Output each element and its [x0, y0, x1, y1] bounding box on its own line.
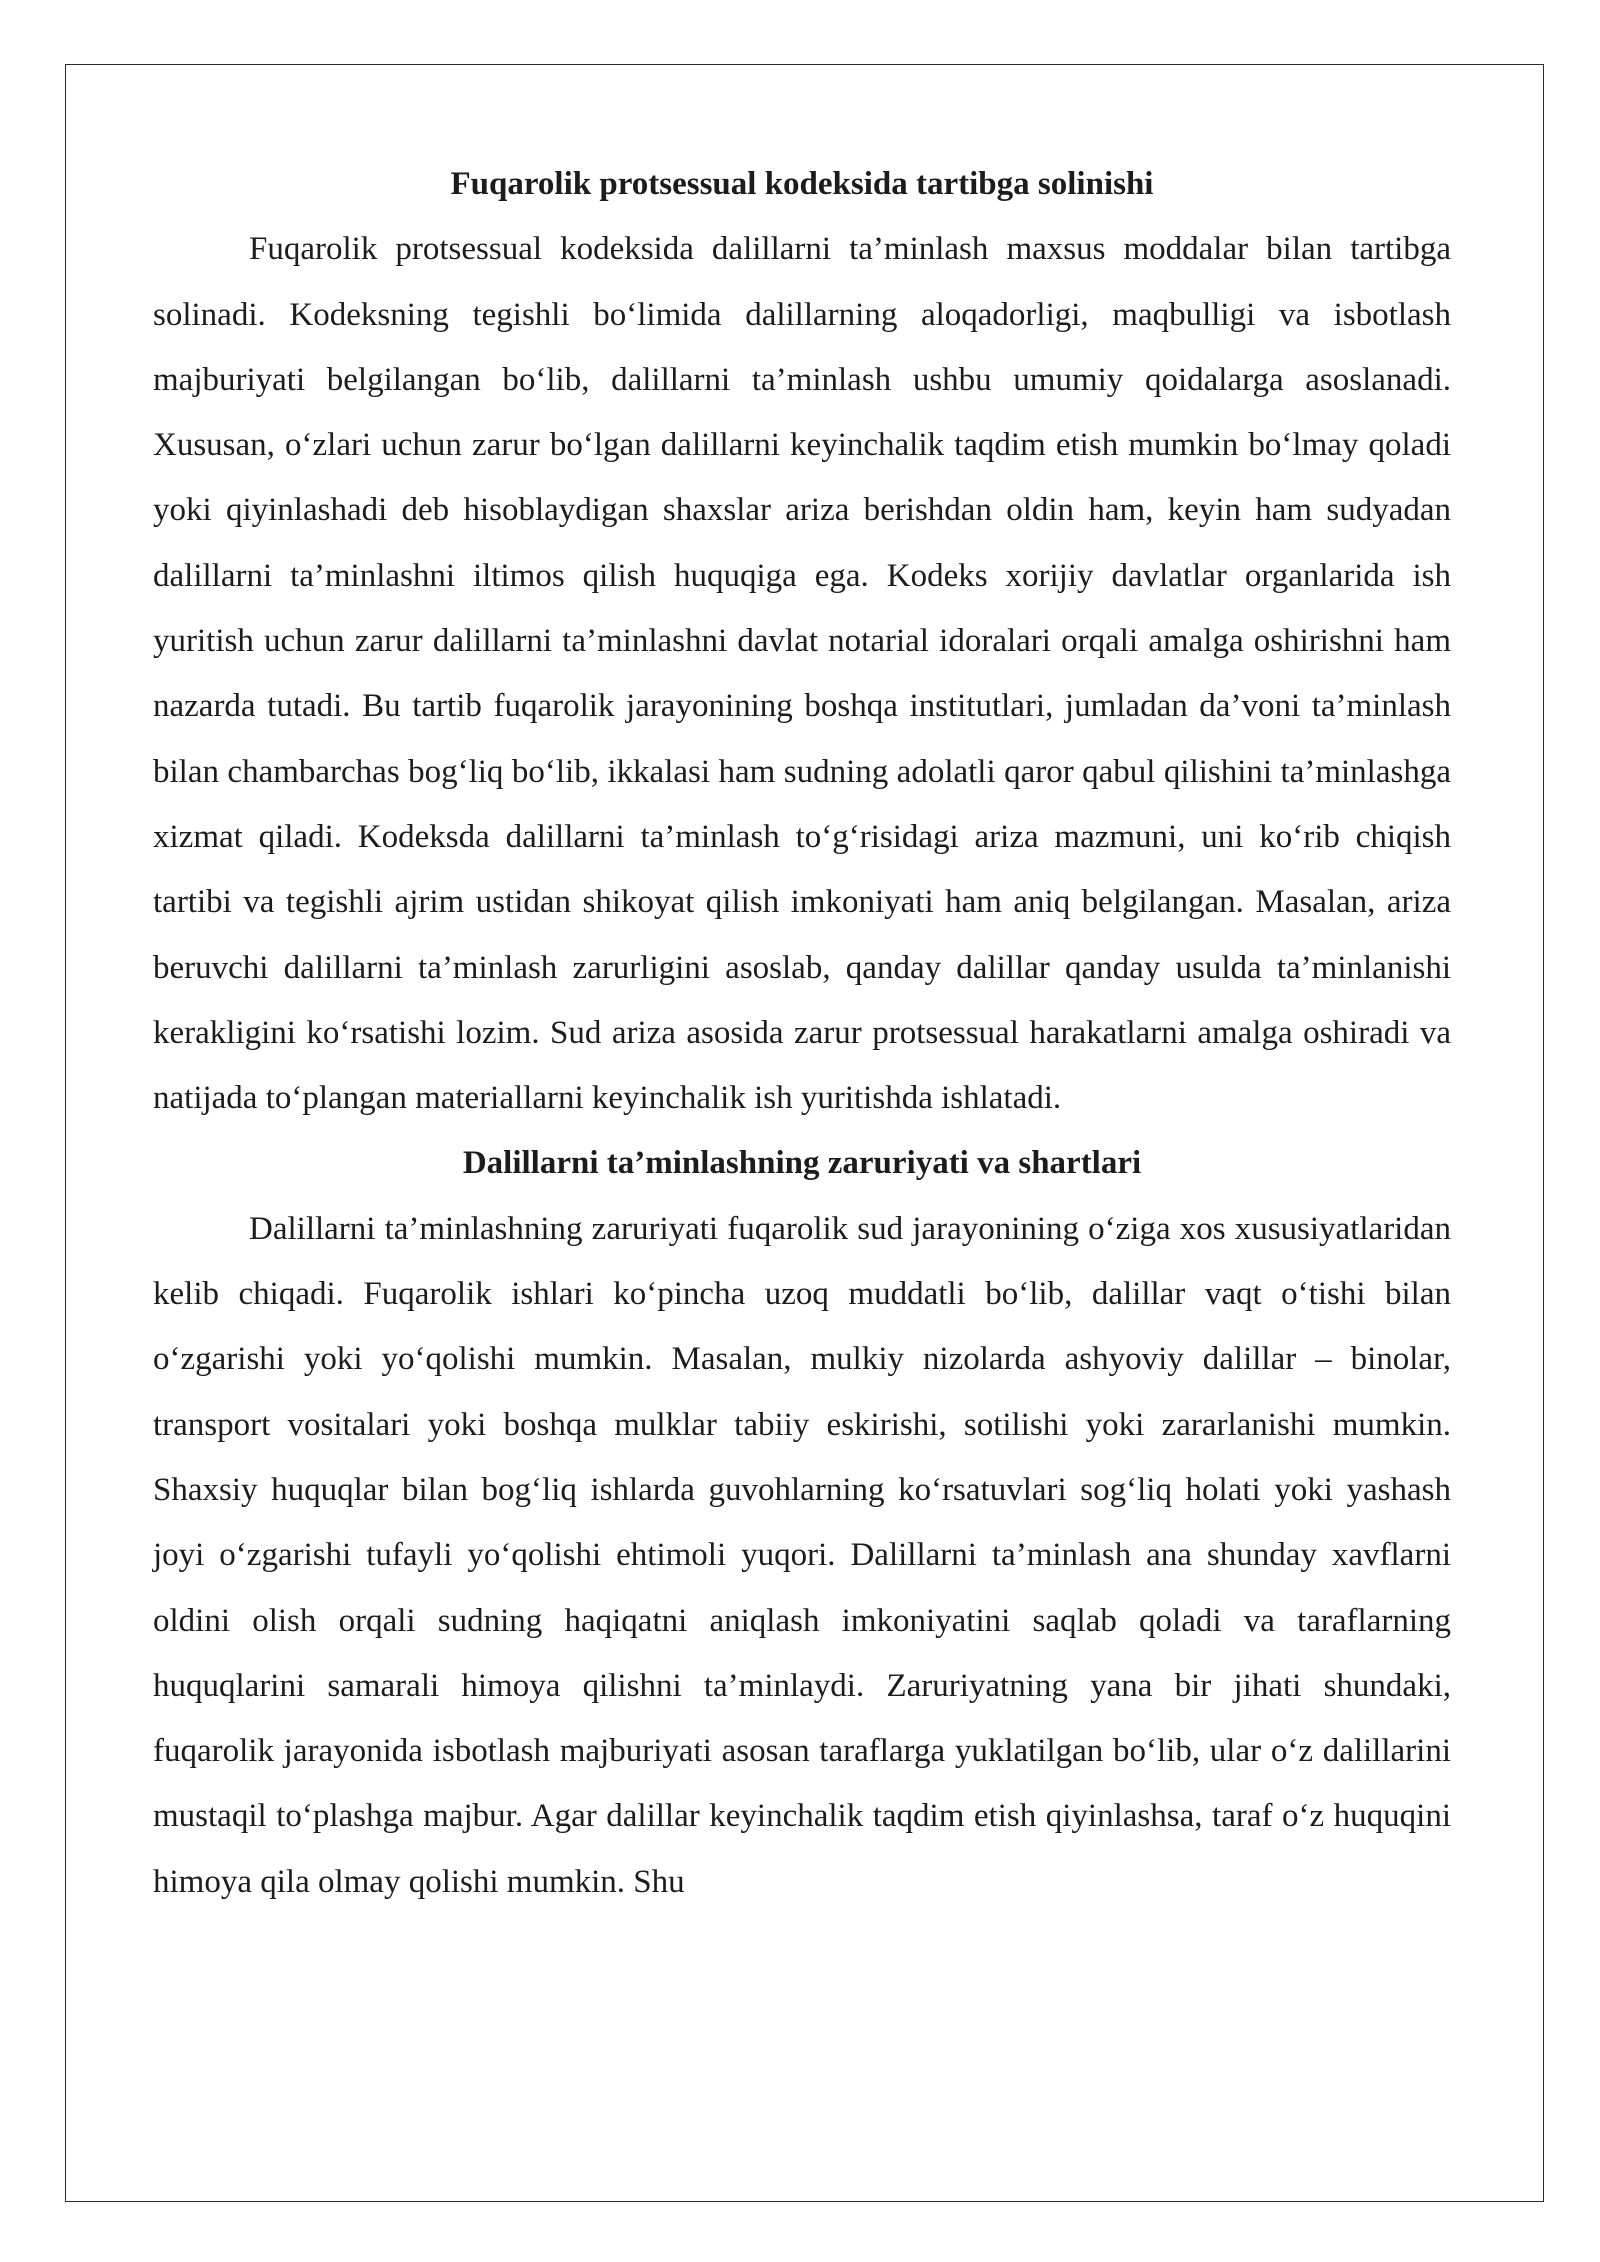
document-body	[153, 152, 1451, 1915]
section-heading-regulation: Fuqarolik protsessual kodeksida tartibga solinishi	[450, 166, 1154, 202]
paragraph-necessity: Dalillarni ta’minlashning zaruriyati fuqarolik sud jarayonining o‘ziga xos xususiyatlaridan kelib chiqadi. Fuqarolik ishlari ko‘pincha uzoq muddatli bo‘lib, dalillar vaqt o‘tishi bilan o‘zgarishi yoki yo‘qolishi mumkin. Masalan, mulkiy nizolarda ashyoviy dalillar – binolar, transport vositalari yoki boshqa mulklar tabiiy eskirishi, sotilishi yoki zararlanishi mumkin. Shaxsiy huquqlar bilan bog‘liq ishlarda guvohlarning ko‘rsatuvlari sog‘liq holati yoki yashash joyi o‘zgarishi tufayli yo‘qolishi ehtimoli yuqori. Dalillarni ta’minlash ana shunday xavflarni oldini olish orqali sudning haqiqatni aniqlash imkoniyatini saqlab qoladi va taraflarning huquqlarini samarali himoya qilishni ta’minlaydi. Zaruriyatning yana bir jihati shundaki, fuqarolik jarayonida isbotlash majburiyati asosan taraflarga yuklatilgan bo‘lib, ular o‘z dalillarini mustaqil to‘plashga majbur. Agar dalillar keyinchalik taqdim etish qiyinlashsa, taraf o‘z huquqini himoya qila olmay qolishi mumkin. Shu	[153, 1210, 1451, 1900]
section-heading-necessity: Dalillarni ta’minlashning zaruriyati va shartlari	[462, 1145, 1142, 1182]
paragraph-regulation: Fuqarolik protsessual kodeksida dalillarni ta’minlash maxsus moddalar bilan tartibga solinadi. Kodeksning tegishli bo‘limida dalillarning aloqadorligi, maqbulligi va isbotlash majburiyati belgilangan bo‘lib, dalillarni ta’minlash ushbu umumiy qoidalarga asoslanadi. Xususan, o‘zlari uchun zarur bo‘lgan dalillarni keyinchalik taqdim etish mumkin bo‘lmay qoladi yoki qiyinlashadi deb hisoblaydigan shaxslar ariza berishdan oldin ham, keyin ham sudyadan dalillarni ta’minlashni iltimos qilish huquqiga ega. Kodeks xorijiy davlatlar organlarida ish yuritish uchun zarur dalillarni ta’minlashni davlat notarial idoralari orqali amalga oshirishni ham nazarda tutadi. Bu tartib fuqarolik jarayonining boshqa institutlari, jumladan da’voni ta’minlash bilan chambarchas bog‘liq bo‘lib, ikkalasi ham sudning adolatli qaror qabul qilishini ta’minlashga xizmat qiladi. Kodeksda dalillarni ta’minlash to‘g‘risidagi ariza mazmuni, uni ko‘rib chiqish tartibi va tegishli ajrim ustidan shikoyat qilish imkoniyati ham aniq belgilangan. Masalan, ariza beruvchi dalillarni ta’minlash zarurligini asoslab, qanday dalillar qanday usulda ta’minlanishi kerakligini ko‘rsatishi lozim. Sud ariza asosida zarur protsessual harakatlarni amalga oshiradi va natijada to‘plangan materiallarni keyinchalik ish yuritishda ishlatadi.	[153, 231, 1451, 1117]
